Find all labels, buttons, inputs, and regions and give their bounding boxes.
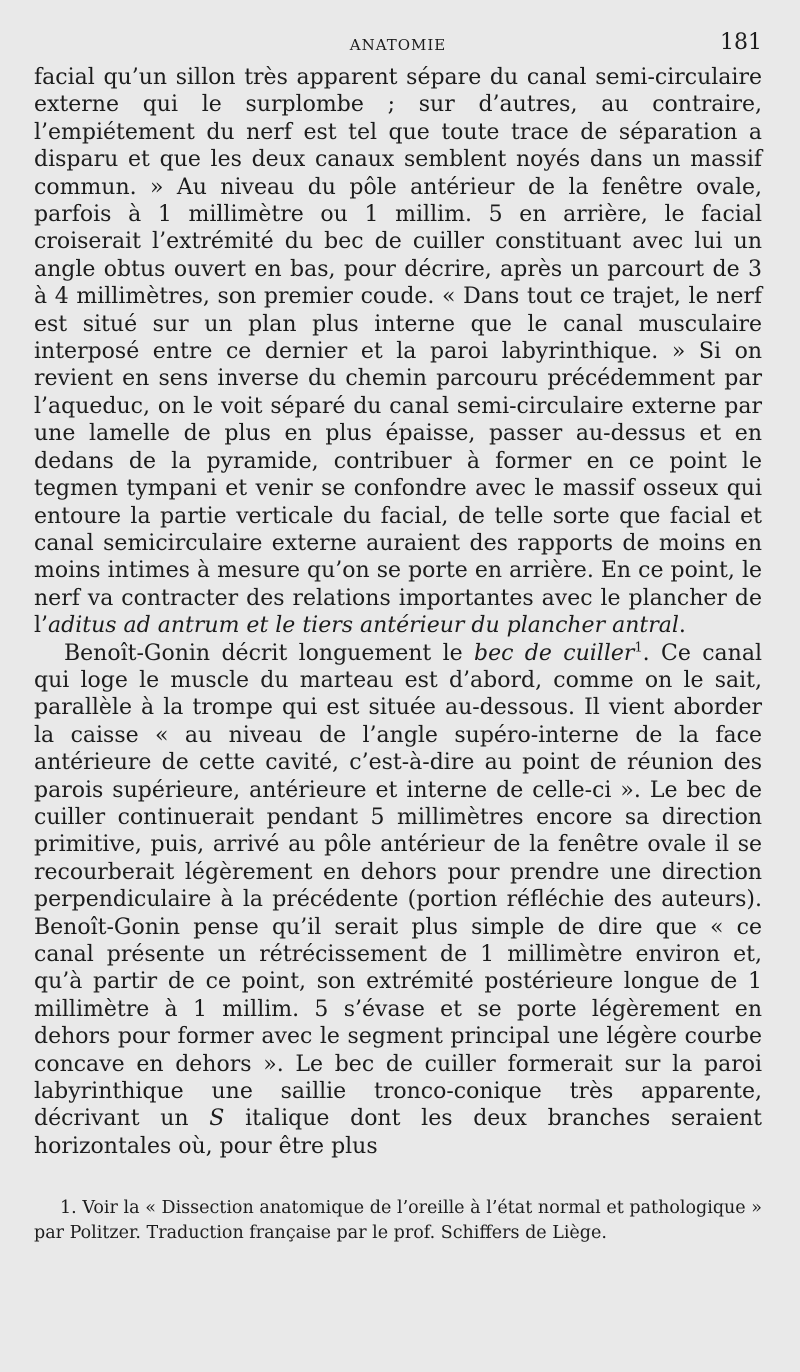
footnote-reference: 1 (634, 640, 643, 656)
paragraph1-end: . (678, 613, 686, 639)
paragraph2-start: Benoît-Gonin décrit longuement le (64, 640, 475, 666)
paragraph2-end: italique dont les deux branches seraient horizontales où, pour être plus (34, 1106, 762, 1159)
footnote-area (34, 1196, 762, 1246)
paragraph-continued (34, 64, 762, 640)
paragraph1-italic: aditus ad antrum et le tiers antérieur du plancher antral (48, 613, 679, 639)
page-number: 181 (720, 30, 762, 55)
paragraph2-italic-s: S (209, 1106, 225, 1132)
footnote: 1. Voir la « Dissection anatomique de l’oreille à l’état normal et pathologique » par Politzer. Traduction française par le prof. Schiffers de Liège. (34, 1198, 762, 1244)
body-text (34, 64, 762, 1160)
paragraph2-italic: bec de cuiller (474, 640, 635, 666)
running-head: ANATOMIE (349, 36, 447, 54)
paragraph-benoit-gonin (34, 640, 762, 1161)
paragraph2-text: . Ce canal qui loge le muscle du marteau est d’abord, comme on le sait, parallèle à la trompe qui est située au-dessous. Il vient aborder la caisse « au niveau de l’angle supéro-interne de la face antérieure de cette cavité, c’est-à-dire au point de réunion des parois supérieure, antérieure et interne de celle-ci ». Le bec de cuiller continuerait pendant 5 millimètres encore sa direction primitive, puis, arrivé au pôle antérieur de la fenêtre ovale il se recourberait légèrement en dehors pour prendre une direction perpendiculaire à la précédente (portion réfléchie des auteurs). Benoît-Gonin pense qu’il serait plus simple de dire que « ce canal présente un rétrécissement de 1 millimètre environ et, qu’à partir de ce point, son extrémité postérieure longue de 1 millimètre à 1 millim. 5 s’évase et se porte légèrement en dehors pour former avec le segment principal une légère courbe concave en dehors ». Le bec de cuiller formerait sur la paroi labyrinthique une saillie tronco-conique très apparente, décrivant un (34, 640, 762, 1132)
paragraph1-text: facial qu’un sillon très apparent sépare du canal semi-circulaire externe qui le surplombe ; sur d’autres, au contraire, l’empiétement du nerf est tel que toute trace de séparation a disparu et que les deux canaux semblent noyés dans un massif commun. » Au niveau du pôle antérieur de la fenêtre ovale, parfois à 1 millimètre ou 1 millim. 5 en arrière, le facial croiserait l’extrémité du bec de cuiller constituant avec lui un angle obtus ouvert en bas, pour décrire, après un parcourt de 3 à 4 millimètres, son premier coude. « Dans tout ce trajet, le nerf est situé sur un plan plus interne que le canal musculaire interposé entre ce dernier et la paroi labyrinthique. » Si on revient en sens inverse du chemin parcouru précédemment par l’aqueduc, on le voit séparé du canal semi-circulaire externe par une lamelle de plus en plus épaisse, passer au-dessus et en dedans de la pyramide, contribuer à former en ce point le tegmen tympani et venir se confondre avec le massif osseux qui entoure la partie verticale du facial, de telle sorte que facial et canal semicirculaire externe auraient des rapports de moins en moins intimes à mesure qu’on se porte en arrière. En ce point, le nerf va contracter des relations importantes avec le plancher de l’ (34, 65, 762, 639)
page-header (34, 30, 762, 64)
